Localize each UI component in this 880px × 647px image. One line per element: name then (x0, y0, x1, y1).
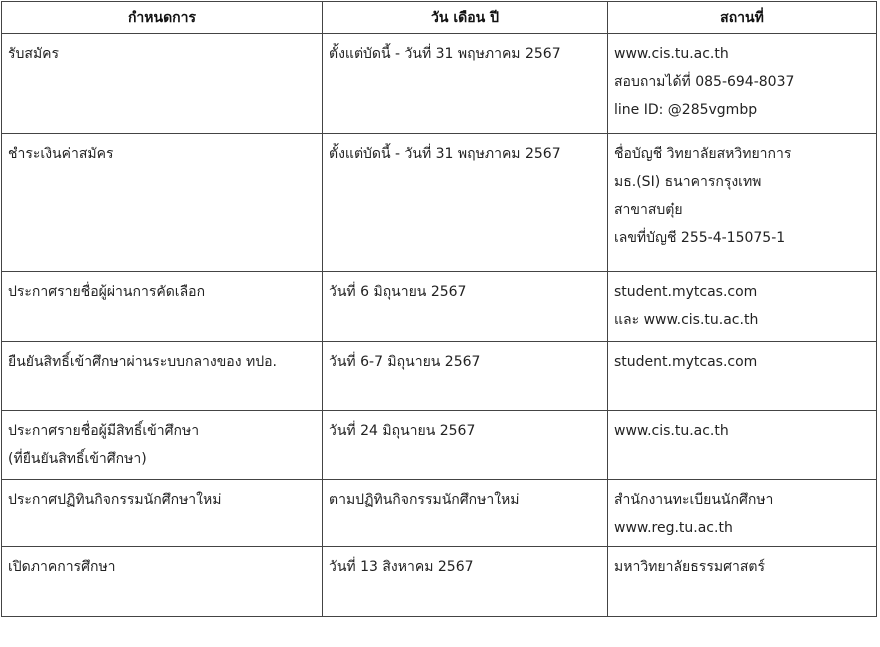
table-row (2, 134, 877, 272)
header-place: สถานที่ (608, 2, 877, 34)
place-text: มธ.(SI) ธนาคารกรุงเทพ (614, 174, 762, 190)
header-activity: กำหนดการ (2, 2, 323, 34)
place-text: สอบถามได้ที่ 085-694-8037 (614, 74, 795, 90)
activity-text: เปิดภาคการศึกษา (8, 559, 116, 575)
place-text: www.cis.tu.ac.th (614, 423, 729, 439)
activity-cell (2, 547, 323, 617)
place-cell (608, 272, 877, 342)
activity-cell (2, 411, 323, 480)
place-text: มหาวิทยาลัยธรรมศาสตร์ (614, 559, 765, 575)
date-cell (323, 342, 608, 411)
table-row (2, 342, 877, 411)
schedule-table (1, 1, 877, 617)
date-text: วันที่ 6-7 มิถุนายน 2567 (329, 354, 481, 370)
table-row (2, 480, 877, 547)
activity-text: ประกาศรายชื่อผู้มีสิทธิ์เข้าศึกษา (8, 423, 200, 439)
table-row (2, 272, 877, 342)
date-text: วันที่ 6 มิถุนายน 2567 (329, 284, 467, 300)
place-text: student.mytcas.com (614, 284, 758, 300)
place-cell (608, 547, 877, 617)
date-cell (323, 547, 608, 617)
header-date: วัน เดือน ปี (323, 2, 608, 34)
place-text: และ www.cis.tu.ac.th (614, 312, 759, 328)
activity-text: ประกาศปฏิทินกิจกรรมนักศึกษาใหม่ (8, 492, 222, 508)
table-header-row (2, 2, 877, 34)
place-text: student.mytcas.com (614, 354, 758, 370)
date-cell (323, 480, 608, 547)
activity-cell (2, 480, 323, 547)
place-text: สำนักงานทะเบียนนักศึกษา (614, 492, 774, 508)
place-cell (608, 34, 877, 134)
date-text: วันที่ 13 สิงหาคม 2567 (329, 559, 474, 575)
date-cell (323, 134, 608, 272)
activity-text: ยืนยันสิทธิ์เข้าศึกษาผ่านระบบกลางของ ทปอ. (8, 354, 277, 370)
date-cell (323, 34, 608, 134)
activity-cell (2, 134, 323, 272)
place-text: line ID: @285vgmbp (614, 102, 758, 118)
table-row (2, 547, 877, 617)
place-text: ชื่อบัญชี วิทยาลัยสหวิทยาการ (614, 146, 792, 162)
place-text: เลขที่บัญชี 255-4-15075-1 (614, 230, 786, 246)
place-cell (608, 480, 877, 547)
activity-text: (ที่ยืนยันสิทธิ์เข้าศึกษา) (8, 451, 147, 467)
date-text: ตั้งแต่บัดนี้ - วันที่ 31 พฤษภาคม 2567 (329, 146, 561, 162)
activity-cell (2, 34, 323, 134)
table-row (2, 411, 877, 480)
activity-cell (2, 342, 323, 411)
table-row (2, 34, 877, 134)
date-cell (323, 411, 608, 480)
date-text: ตามปฏิทินกิจกรรมนักศึกษาใหม่ (329, 492, 520, 508)
place-cell (608, 342, 877, 411)
place-text: www.cis.tu.ac.th (614, 46, 729, 62)
activity-text: ชำระเงินค่าสมัคร (8, 146, 114, 162)
activity-text: ประกาศรายชื่อผู้ผ่านการคัดเลือก (8, 284, 206, 300)
activity-text: รับสมัคร (8, 46, 60, 62)
place-text: สาขาสบตุ๋ย (614, 202, 683, 218)
place-cell (608, 134, 877, 272)
date-text: วันที่ 24 มิถุนายน 2567 (329, 423, 476, 439)
place-cell (608, 411, 877, 480)
activity-cell (2, 272, 323, 342)
date-cell (323, 272, 608, 342)
place-text: www.reg.tu.ac.th (614, 520, 733, 536)
date-text: ตั้งแต่บัดนี้ - วันที่ 31 พฤษภาคม 2567 (329, 46, 561, 62)
